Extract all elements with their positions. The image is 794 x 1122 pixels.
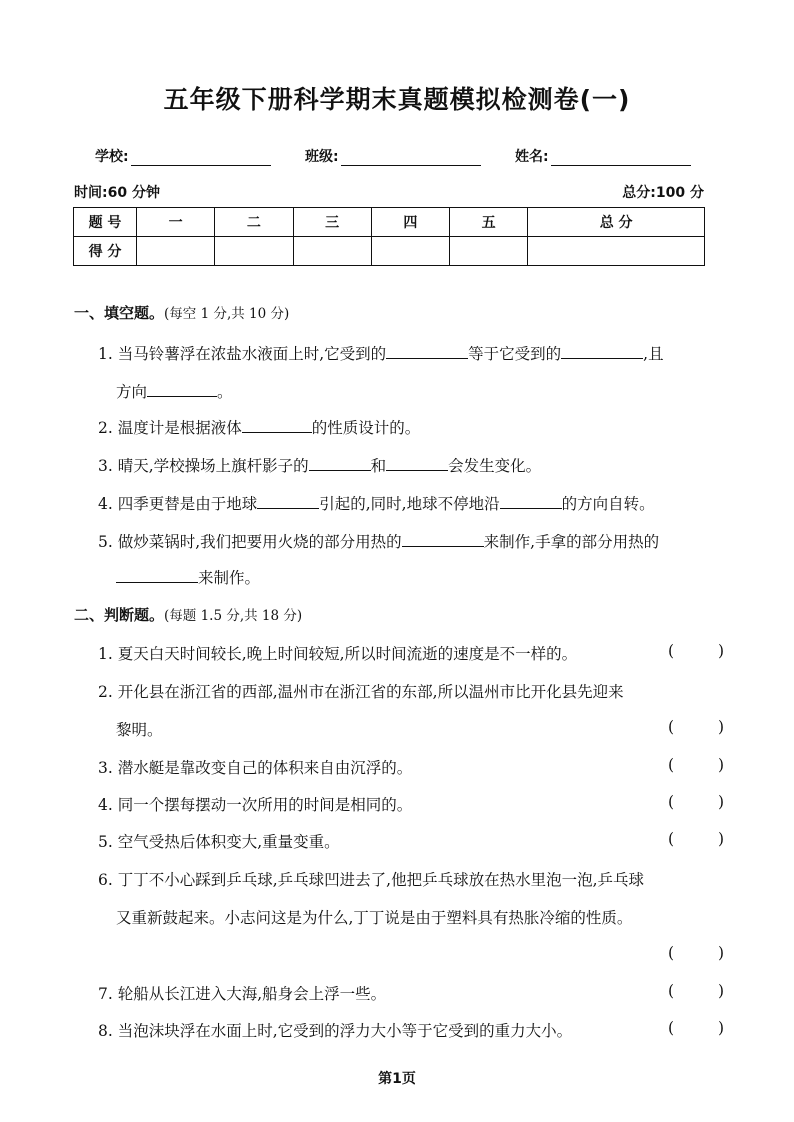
question-text: 引起的,同时,地球不停地沿 [319, 495, 500, 513]
total-score: 总分:100 分 [622, 185, 704, 201]
paren-close: ) [717, 642, 724, 660]
answer-blank[interactable] [147, 380, 217, 397]
paren-close: ) [717, 718, 724, 736]
paren-close: ) [717, 944, 724, 962]
paren-open: ( [668, 642, 675, 660]
judge-question-7: 7. 轮船从长江进入大海,船身会上浮一些。 [98, 985, 387, 1003]
answer-blank[interactable] [257, 492, 319, 509]
score-table-header-row [74, 208, 705, 237]
section-title: 一、填空题。 [74, 304, 165, 322]
question-text: 4. 四季更替是由于地球 [98, 495, 258, 513]
section-note: (每题 1.5 分,共 18 分) [164, 608, 303, 624]
question-text: 等于它受到的 [468, 345, 562, 363]
header-cell: 三 [293, 208, 371, 237]
judge-question-5: 5. 空气受热后体积变大,重量变重。 [98, 833, 340, 851]
section-note: (每空 1 分,共 10 分) [164, 306, 290, 322]
section-title: 二、判断题。 [74, 606, 165, 624]
answer-blank[interactable] [242, 416, 312, 433]
answer-blank[interactable] [386, 454, 448, 471]
paren-open: ( [668, 830, 675, 848]
score-cell[interactable] [371, 237, 449, 266]
school-label: 学校: [95, 149, 129, 165]
fill-question-2 [98, 416, 420, 438]
judge-question-8: 8. 当泡沫块浮在水面上时,它受到的浮力大小等于它受到的重力大小。 [98, 1022, 573, 1040]
class-field[interactable] [305, 146, 481, 166]
name-label: 姓名: [515, 149, 549, 165]
header-cell: 一 [137, 208, 215, 237]
fill-question-4 [98, 492, 655, 514]
question-text: 和 [370, 457, 387, 475]
fill-question-3 [98, 454, 541, 476]
answer-blank[interactable] [386, 342, 468, 359]
time-limit: 时间:60 分钟 [74, 185, 160, 201]
judge-question-1: 1. 夏天白天时间较长,晚上时间较短,所以时间流逝的速度是不一样的。 [98, 645, 578, 663]
question-text: 来制作。 [198, 569, 261, 587]
answer-parentheses[interactable] [668, 642, 724, 660]
paren-open: ( [668, 756, 675, 774]
question-text: 5. 做炒菜锅时,我们把要用火烧的部分用热的 [98, 533, 402, 551]
judge-question-6-cont: 又重新鼓起来。小志问这是为什么,丁丁说是由于塑料具有热胀冷缩的性质。 [116, 909, 633, 927]
question-text: 。 [217, 383, 233, 401]
page-number: 第1页 [378, 1071, 416, 1087]
score-cell[interactable] [137, 237, 215, 266]
question-text: 3. 晴天,学校操场上旗杆影子的 [98, 457, 309, 475]
judge-question-2-cont: 黎明。 [116, 721, 163, 739]
question-text: 来制作,手拿的部分用热的 [483, 533, 660, 551]
header-cell: 二 [215, 208, 293, 237]
class-blank[interactable] [341, 151, 481, 166]
paren-open: ( [668, 982, 675, 1000]
paren-close: ) [717, 830, 724, 848]
judge-question-6: 6. 丁丁不小心踩到乒乓球,乒乓球凹进去了,他把乒乓球放在热水里泡一泡,乒乓球 [98, 871, 644, 889]
paren-open: ( [668, 793, 675, 811]
score-row-label: 得 分 [74, 237, 137, 266]
page-title: 五年级下册科学期末真题模拟检测卷(一) [163, 85, 631, 114]
question-text: ,且 [643, 345, 664, 363]
fill-question-5-cont [116, 566, 260, 588]
header-cell: 总 分 [528, 208, 705, 237]
paren-open: ( [668, 718, 675, 736]
paren-open: ( [668, 944, 675, 962]
judge-question-4: 4. 同一个摆每摆动一次所用的时间是相同的。 [98, 796, 413, 814]
question-text: 2. 温度计是根据液体 [98, 419, 242, 437]
score-cell[interactable] [450, 237, 528, 266]
school-blank[interactable] [131, 151, 271, 166]
section-fill-in-heading [74, 302, 289, 323]
header-cell: 四 [371, 208, 449, 237]
score-cell[interactable] [528, 237, 705, 266]
answer-parentheses[interactable] [668, 982, 724, 1000]
paren-close: ) [717, 793, 724, 811]
question-text: 方向 [116, 383, 148, 401]
answer-blank[interactable] [402, 530, 484, 547]
answer-parentheses[interactable] [668, 718, 724, 736]
answer-parentheses[interactable] [668, 830, 724, 848]
paren-close: ) [717, 982, 724, 1000]
paren-close: ) [717, 1019, 724, 1037]
answer-blank[interactable] [561, 342, 643, 359]
answer-blank[interactable] [116, 566, 198, 583]
answer-blank[interactable] [500, 492, 562, 509]
score-table [73, 207, 705, 266]
paren-close: ) [717, 756, 724, 774]
score-cell[interactable] [215, 237, 293, 266]
school-field[interactable] [95, 146, 271, 166]
question-text: 的性质设计的。 [311, 419, 421, 437]
judge-question-3: 3. 潜水艇是靠改变自己的体积来自由沉浮的。 [98, 759, 413, 777]
answer-parentheses[interactable] [668, 944, 724, 962]
answer-blank[interactable] [309, 454, 371, 471]
judge-question-2: 2. 开化县在浙江省的西部,温州市在浙江省的东部,所以温州市比开化县先迎来 [98, 683, 624, 701]
answer-parentheses[interactable] [668, 1019, 724, 1037]
answer-parentheses[interactable] [668, 756, 724, 774]
question-text: 会发生变化。 [448, 457, 542, 475]
student-info-row [95, 146, 715, 170]
header-cell: 题 号 [74, 208, 137, 237]
score-table-score-row [74, 237, 705, 266]
score-cell[interactable] [293, 237, 371, 266]
question-text: 的方向自转。 [561, 495, 655, 513]
fill-question-1-cont [116, 380, 233, 402]
fill-question-5 [98, 530, 659, 552]
fill-question-1 [98, 342, 664, 364]
class-label: 班级: [305, 149, 339, 165]
name-field[interactable] [515, 146, 691, 166]
header-cell: 五 [450, 208, 528, 237]
section-true-false-heading [74, 604, 302, 625]
name-blank[interactable] [551, 151, 691, 166]
paren-open: ( [668, 1019, 675, 1037]
answer-parentheses[interactable] [668, 793, 724, 811]
question-text: 1. 当马铃薯浮在浓盐水液面上时,它受到的 [98, 345, 387, 363]
